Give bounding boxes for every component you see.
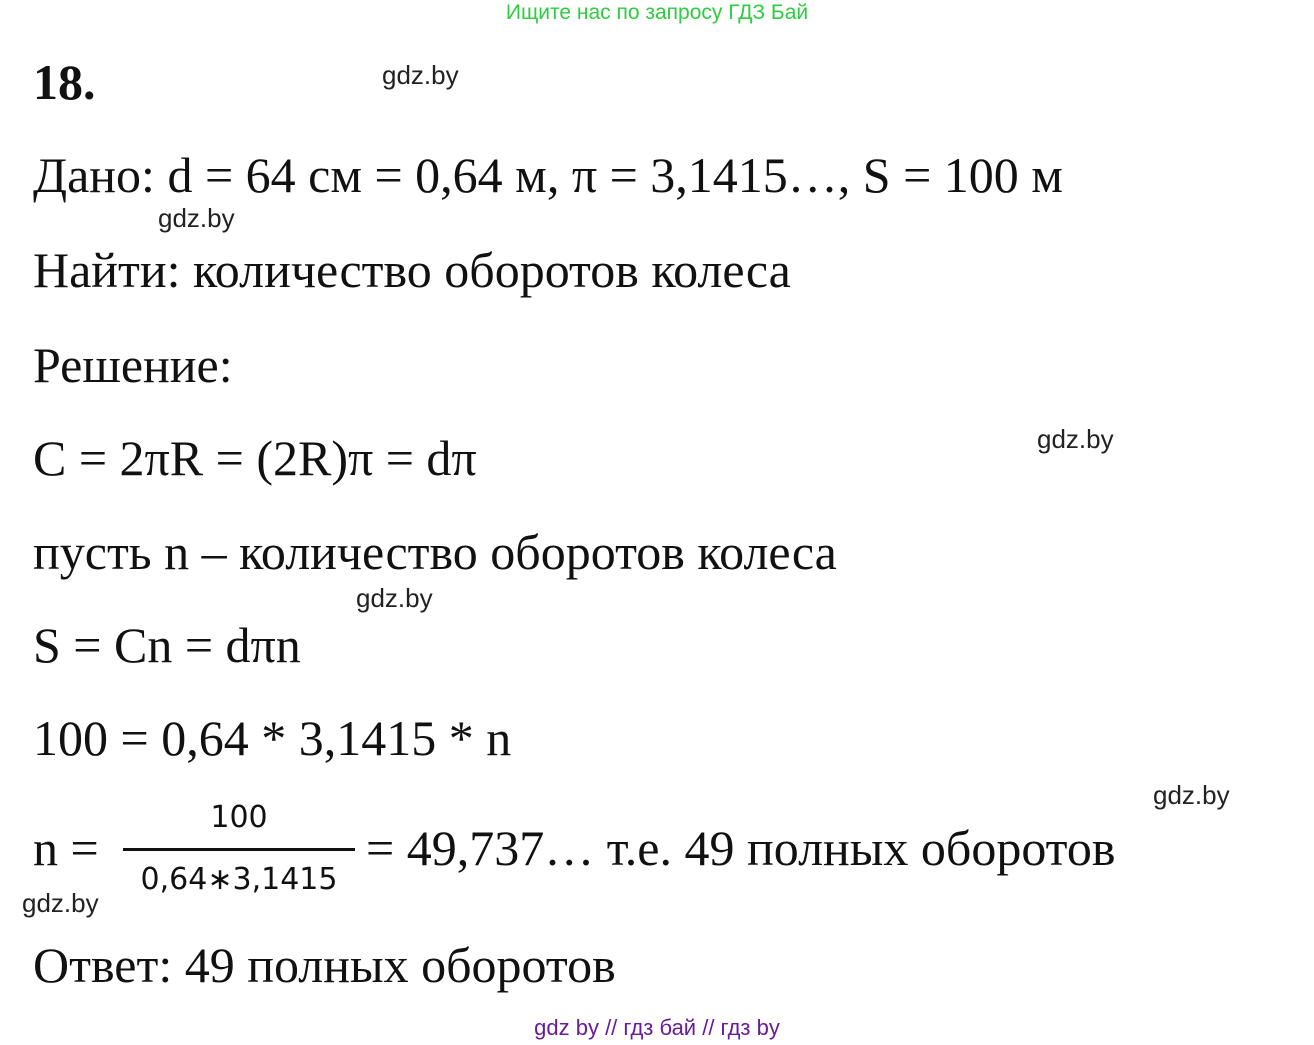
problem-number: 18. bbox=[33, 54, 96, 110]
footer-watermark: gdz by // гдз бай // гдз by bbox=[534, 1015, 780, 1040]
fraction-numerator: 100 bbox=[210, 800, 268, 835]
watermark: gdz.by bbox=[382, 60, 459, 90]
find-line: Найти: количество оборотов колеса bbox=[33, 242, 791, 298]
watermark: gdz.by bbox=[158, 203, 235, 233]
watermark: gdz.by bbox=[1037, 424, 1114, 454]
fraction bbox=[123, 800, 355, 900]
let-n-line: пусть n – количество оборотов колеса bbox=[33, 524, 837, 580]
solution-heading: Решение: bbox=[33, 337, 233, 393]
answer-line: Ответ: 49 полных оборотов bbox=[33, 937, 616, 993]
result-rhs: = 49,737… т.е. 49 полных оборотов bbox=[366, 820, 1116, 876]
given-line: Дано: d = 64 см = 0,64 м, π = 3,1415…, S = 100 м bbox=[33, 147, 1063, 203]
fraction-bar bbox=[123, 848, 355, 851]
watermark: gdz.by bbox=[356, 583, 433, 613]
substitution-line: 100 = 0,64 * 3,1415 * n bbox=[33, 710, 512, 766]
circumference-formula: C = 2πR = (2R)π = dπ bbox=[33, 430, 477, 486]
distance-formula: S = Cn = dπn bbox=[33, 617, 301, 673]
watermark: gdz.by bbox=[22, 888, 99, 918]
search-banner: Ищите нас по запросу ГДЗ Бай bbox=[505, 1, 809, 24]
fraction-denominator: 0,64∗3,1415 bbox=[140, 862, 338, 897]
result-lhs: n = bbox=[33, 820, 99, 876]
watermark: gdz.by bbox=[1153, 780, 1230, 810]
